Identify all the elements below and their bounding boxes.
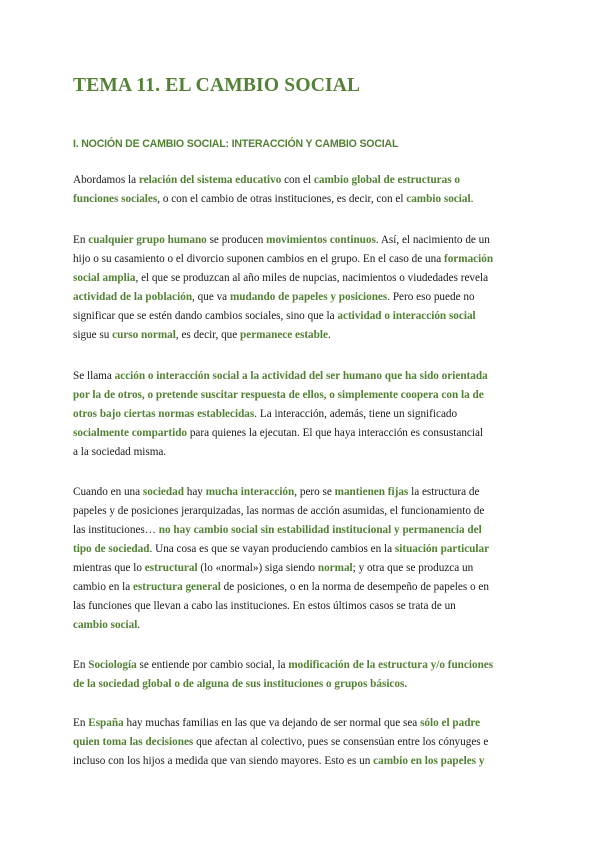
text-line [73,386,533,405]
text-segment: las funciones que llevan a cabo las instituciones. En estos últimos casos se trata de un [73,600,456,612]
text-line [73,307,533,326]
highlighted-term: estructural [144,562,198,574]
text-segment: , o con el cambio de otras instituciones, es decir, con el [157,193,407,205]
text-segment: que afectan al colectivo, pues se consensúan entre los cónyuges e [193,736,489,748]
text-segment: la estructura de [408,486,480,498]
text-line [73,733,533,752]
text-segment: cambio en la [73,581,133,593]
highlighted-term: sociedad [142,486,184,498]
text-line [73,616,533,635]
text-line [73,326,533,345]
highlighted-term: por la de otros, o pretende suscitar respuesta de ellos, o simplemente coopera con la de [73,389,484,401]
text-segment: significar que se estén dando cambios sociales, sino que la [73,310,338,322]
text-line [73,405,533,424]
text-segment: En [73,234,89,246]
highlighted-term: social amplia [73,272,136,284]
paragraph-interaccion [73,367,533,462]
text-line [73,250,533,269]
highlighted-term: cambio en los papeles y [373,755,485,767]
highlighted-term: actividad de la población [73,291,193,303]
text-segment: . [470,193,474,205]
highlighted-term: normal [317,562,353,574]
paragraph-estabilidad [73,483,533,635]
text-segment: a la sociedad misma. [73,446,167,458]
highlighted-term: funciones sociales [73,193,158,205]
highlighted-term: mudando de papeles y posiciones [229,291,388,303]
paragraph-espana [73,714,533,771]
text-segment: . [137,619,141,631]
text-segment: . [327,329,331,341]
text-line [73,675,533,694]
text-segment: Se llama [73,370,115,382]
text-line [73,521,533,540]
text-line [73,288,533,307]
highlighted-term: estructura general [132,581,221,593]
text-segment: hay muchas familias en las que va dejando de ser normal que sea [123,717,421,729]
text-line [73,578,533,597]
text-line [73,269,533,288]
text-segment: , es decir, que [175,329,241,341]
highlighted-term: permanece estable [240,329,328,341]
highlighted-term: no hay cambio social sin estabilidad institucional y permanencia del [158,524,482,536]
highlighted-term: modificación de la estructura y/o funciones [288,659,494,671]
highlighted-term: de la sociedad global o de alguna de sus instituciones o grupos básicos. [73,678,408,690]
text-segment: . Así, el nacimiento de un [375,234,490,246]
paragraph-movimientos [73,231,533,345]
text-segment: hijo o su casamiento o el divorcio suponen cambios en el grupo. En el caso de una [73,253,444,265]
text-segment: se producen [206,234,267,246]
highlighted-term: formación [443,253,494,265]
text-segment: Abordamos la [73,174,139,186]
text-segment: En [73,659,89,671]
text-line [73,656,533,675]
highlighted-term: mantienen fijas [334,486,409,498]
text-segment: papeles y de posiciones jerarquizadas, las normas de acción asumidas, el funcionamiento de [73,505,485,517]
text-line [73,540,533,559]
text-line [73,714,533,733]
paragraph-intro [73,171,533,209]
highlighted-term: situación particular [394,543,490,555]
highlighted-term: quien toma las decisiones [73,736,194,748]
text-segment: , pero se [294,486,335,498]
text-line [73,231,533,250]
text-segment: se entiende por cambio social, la [136,659,289,671]
text-line [73,443,533,462]
highlighted-term: sólo el padre [420,717,481,729]
highlighted-term: tipo de sociedad [73,543,150,555]
highlighted-term: cualquier grupo humano [88,234,207,246]
highlighted-term: cambio social [406,193,471,205]
text-line [73,502,533,521]
text-line [73,597,533,616]
text-segment: (lo «normal») siga siendo [197,562,318,574]
highlighted-term: curso normal [112,329,176,341]
text-line [73,559,533,578]
text-line [73,367,533,386]
text-segment: para quienes la ejecutan. El que haya interacción es consustancial [187,427,484,439]
highlighted-term: acción o interacción social a la actividad del ser humano que ha sido orientada [114,370,488,382]
text-segment: de posiciones, o en la norma de desempeño de papeles o en [220,581,489,593]
text-line [73,483,533,502]
section-heading: I. NOCIÓN DE CAMBIO SOCIAL: INTERACCIÓN Y CAMBIO SOCIAL [73,138,399,150]
text-segment: , el que se produzcan al año miles de nupcias, nacimientos o viudedades revela [135,272,489,284]
document-title: TEMA 11. EL CAMBIO SOCIAL [73,75,361,96]
text-segment: mientras que lo [73,562,145,574]
text-line [73,190,533,209]
text-segment: incluso con los hijos a medida que van siendo mayores. Esto es un [73,755,374,767]
highlighted-term: otros bajo ciertas normas establecidas [73,408,255,420]
highlighted-term: actividad o interacción social [337,310,476,322]
highlighted-term: relación del sistema educativo [138,174,282,186]
text-segment: las instituciones… [73,524,159,536]
text-segment: ; y otra que se produzca un [352,562,474,574]
highlighted-term: cambio social [73,619,138,631]
text-segment: hay [183,486,206,498]
highlighted-term: socialmente compartido [73,427,188,439]
text-segment: , que va [192,291,230,303]
text-line [73,171,533,190]
text-segment: Cuando en una [73,486,143,498]
text-line [73,752,533,771]
text-line [73,424,533,443]
text-segment: . La interacción, además, tiene un significado [254,408,458,420]
highlighted-term: cambio global de estructuras o [313,174,460,186]
text-segment: sigue su [73,329,113,341]
highlighted-term: Sociología [88,659,137,671]
text-segment: . Pero eso puede no [387,291,475,303]
text-segment: . Una cosa es que se vayan produciendo cambios en la [149,543,395,555]
highlighted-term: España [88,717,124,729]
paragraph-sociologia [73,656,533,694]
text-segment: con el [281,174,314,186]
highlighted-term: mucha interacción [205,486,295,498]
highlighted-term: movimientos continuos [266,234,376,246]
text-segment: En [73,717,89,729]
